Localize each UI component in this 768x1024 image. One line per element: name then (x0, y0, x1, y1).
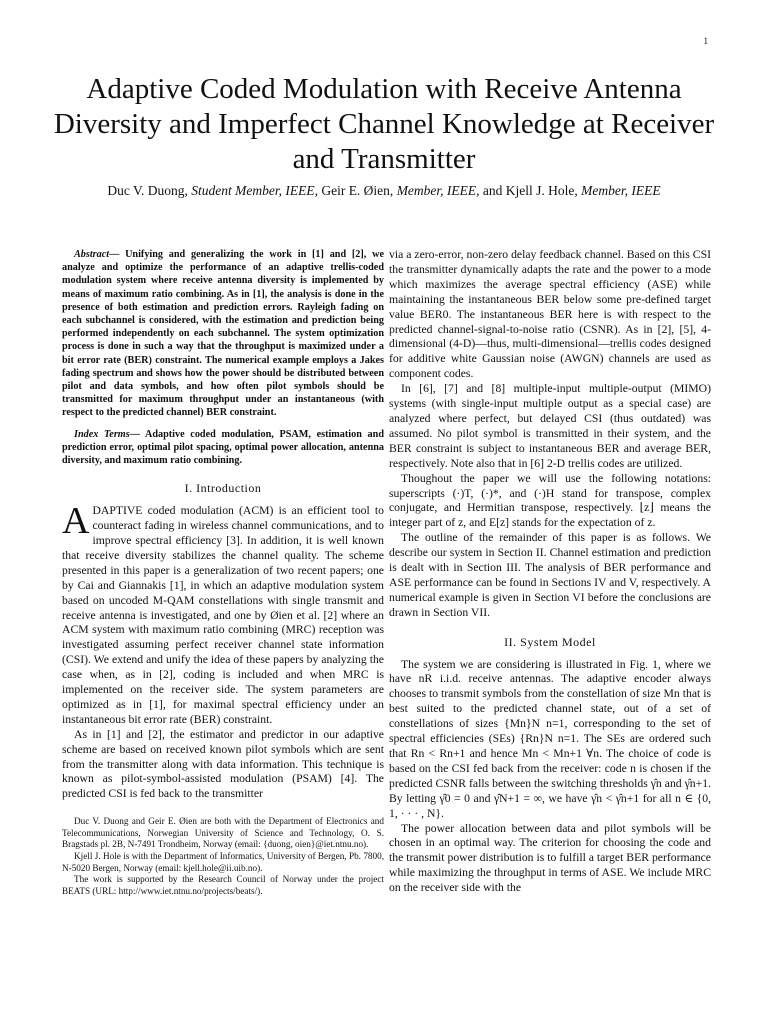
body-paragraph: The outline of the remainder of this paper is as follows. We describe our system in Section II. Channel estimation and prediction is dealt with in Section III. The analysis of BER performance and ASE performance can be found in Sections IV and V, respectively. A numerical example is given in Section VI before the conclusions are drawn in Section VII. (389, 531, 711, 619)
body-paragraph: Thoughout the paper we will use the following notations: superscripts (·)T, (·)*, and (·)H stand for transpose, complex conjugate, and Hermitian transpose, respectively. ⌊z⌋ means the integer part of z, and E[z] stands for the expectation of z. (389, 471, 711, 530)
drop-cap: A (62, 500, 90, 543)
intro-paragraph-2: As in [1] and [2], the estimator and predictor in our adaptive scheme are based on received known pilot symbols which are sent from the transmitter along with data information. This technique is known as pilot-symbol-assisted modulation (PSAM) [4]. The predicted CSI is fed back to the transmitter (62, 727, 384, 801)
footnotes (62, 816, 384, 897)
footnote: Duc V. Duong and Geir E. Øien are both with the Department of Electronics and Telecommunications, Norwegian University of Science and Technology, O. S. Bragstads pl. 2B, N-7491 Trondheim, Norway (email: {duong, oien}@iet.ntnu.no). (62, 816, 384, 850)
abstract-lead: Abstract (74, 249, 110, 260)
body-paragraph: The power allocation between data and pilot symbols will be chosen in an optimal way. The criterion for choosing the code and the transmit power distribution is to fulfill a target BER performance while maximizing the throughput in terms of ASE. We include MRC on the receiver side with the (389, 821, 711, 895)
footnote: The work is supported by the Research Council of Norway under the project BEATS (URL: http://www.iet.ntnu.no/projects/beats/). (62, 874, 384, 896)
section-heading-system-model: II. System Model (504, 634, 596, 649)
abstract (62, 248, 384, 420)
body-paragraph: The system we are considering is illustrated in Fig. 1, where we have nR i.i.d. receive antennas. The adaptive encoder always chooses to transmit symbols from the constellation of size Mn that is best suited to the predicted channel state, out of a set of constellations of sizes {Mn}N n=1, corresponding to the set of spectral efficiencies (SEs) {Rn}N n=1. The SEs are ordered such that Rn < Rn+1 and hence Mn < Mn+1 ∀n. The choice of code is based on the CSI fed back from the receiver: code n is chosen if the predicted CSNR falls between the switching thresholds γ̂n and γ̂n+1. By letting γ̂0 = 0 and γ̂N+1 = ∞, we have γ̂n < γ̂n+1 for all n ∈ {0, 1, · · · , N}. (389, 657, 711, 820)
author-line (40, 183, 728, 199)
page-number: 1 (703, 36, 708, 46)
footnote: Kjell J. Hole is with the Department of Informatics, University of Bergen, Pb. 7800, N-5020 Bergen, Norway (email: kjell.hole@ii.uib.no). (62, 851, 384, 873)
author-name: Duc V. Duong, (107, 183, 188, 198)
body-paragraph: In [6], [7] and [8] multiple-input multiple-output (MIMO) systems (with single-input multiple output as a special case) are analyzed where perfect, but delayed CSI (thus outdated) was assumed. No pilot symbol is transmitted in their system, and the BER constraint is subject to instantaneous BER and average BER, respectively. Note also that in [6] 2-D trellis codes are utilized. (389, 382, 711, 470)
index-terms (62, 428, 384, 468)
paper-title: Adaptive Coded Modulation with Receive Antenna Diversity and Imperfect Channel Knowledge at Receiver and Transmitter (53, 73, 715, 175)
right-column (389, 248, 711, 896)
abstract-text: — Unifying and generalizing the work in [1] and [2], we analyze and optimize the performance of an adaptive trellis-coded modulation system where receive antenna diversity is implemented by means of maximum ratio combining. As in [1], the analysis is done in the presence of both estimation and prediction errors. Rayleigh fading on each subchannel is considered, with the estimation and prediction being performed independently on each subchannel. The system optimization process is done in such a way that the throughput is maximized under a bit error rate (BER) constraint. The numerical example employs a Jakes fading spectrum and shows how the power should be distributed between pilot and data symbols, and how often pilot symbols should be transmitted for maximum throughput under an instantaneous (with respect to the predicted channel) BER constraint. (62, 249, 384, 419)
left-column (62, 248, 384, 897)
body-paragraph: via a zero-error, non-zero delay feedback channel. Based on this CSI the transmitter dynamically adapts the rate and the power to a mode which maximizes the average spectral efficiency (ASE) while maintaining the instantaneous BER below some pre-defined target value BER0. The instantaneous BER here is with respect to the predicted channel-signal-to-noise ratio (CSNR). As in [2], [5], 4-dimensional (4-D)—thus, multi-dimensional—trellis codes designed for additive white Gaussian noise (AWGN) channels are used as component codes. (389, 248, 711, 381)
author-role: Student Member, IEEE, (191, 183, 318, 198)
author-name: and Kjell J. Hole, (482, 183, 578, 198)
index-terms-text: — Adaptive coded modulation, PSAM, estimation and prediction error, optimal pilot spacing, optimal power allocation, antenna diversity, and maximum ratio combining. (62, 428, 384, 467)
index-terms-lead: Index Terms (74, 428, 130, 440)
author-name: Geir E. Øien, (321, 183, 394, 198)
author-role: Member, IEEE, (396, 183, 480, 198)
intro-paragraph (62, 500, 384, 728)
author-role: Member, IEEE (581, 183, 661, 198)
intro-text: DAPTIVE coded modulation (ACM) is an efficient tool to counteract fading in wireless channel communications, and to improve spectral efficiency [3]. In addition, it is well known that receive diversity stabilizes the channel quality. The scheme presented in this paper is a generalization of two recent papers; one by Cai and Giannakis [1], in which an adaptive modulation system based on uncoded M-QAM constellations with single transmit and receive antenna is investigated, and one by Øien et al. [2] where an ACM system with maximum ratio combining (MRC) reception was investigated assuming perfect receiver channel state information (CSI). We extend and unify the idea of these papers by analyzing the case when, as in [2], coding is included and when MRC is implemented on the receiver side. The system parameters are optimized as in [1], for maximal spectral efficiency under an instantaneous bit error rate (BER) constraint. (62, 504, 384, 726)
section-heading-introduction: I. Introduction (184, 481, 262, 496)
